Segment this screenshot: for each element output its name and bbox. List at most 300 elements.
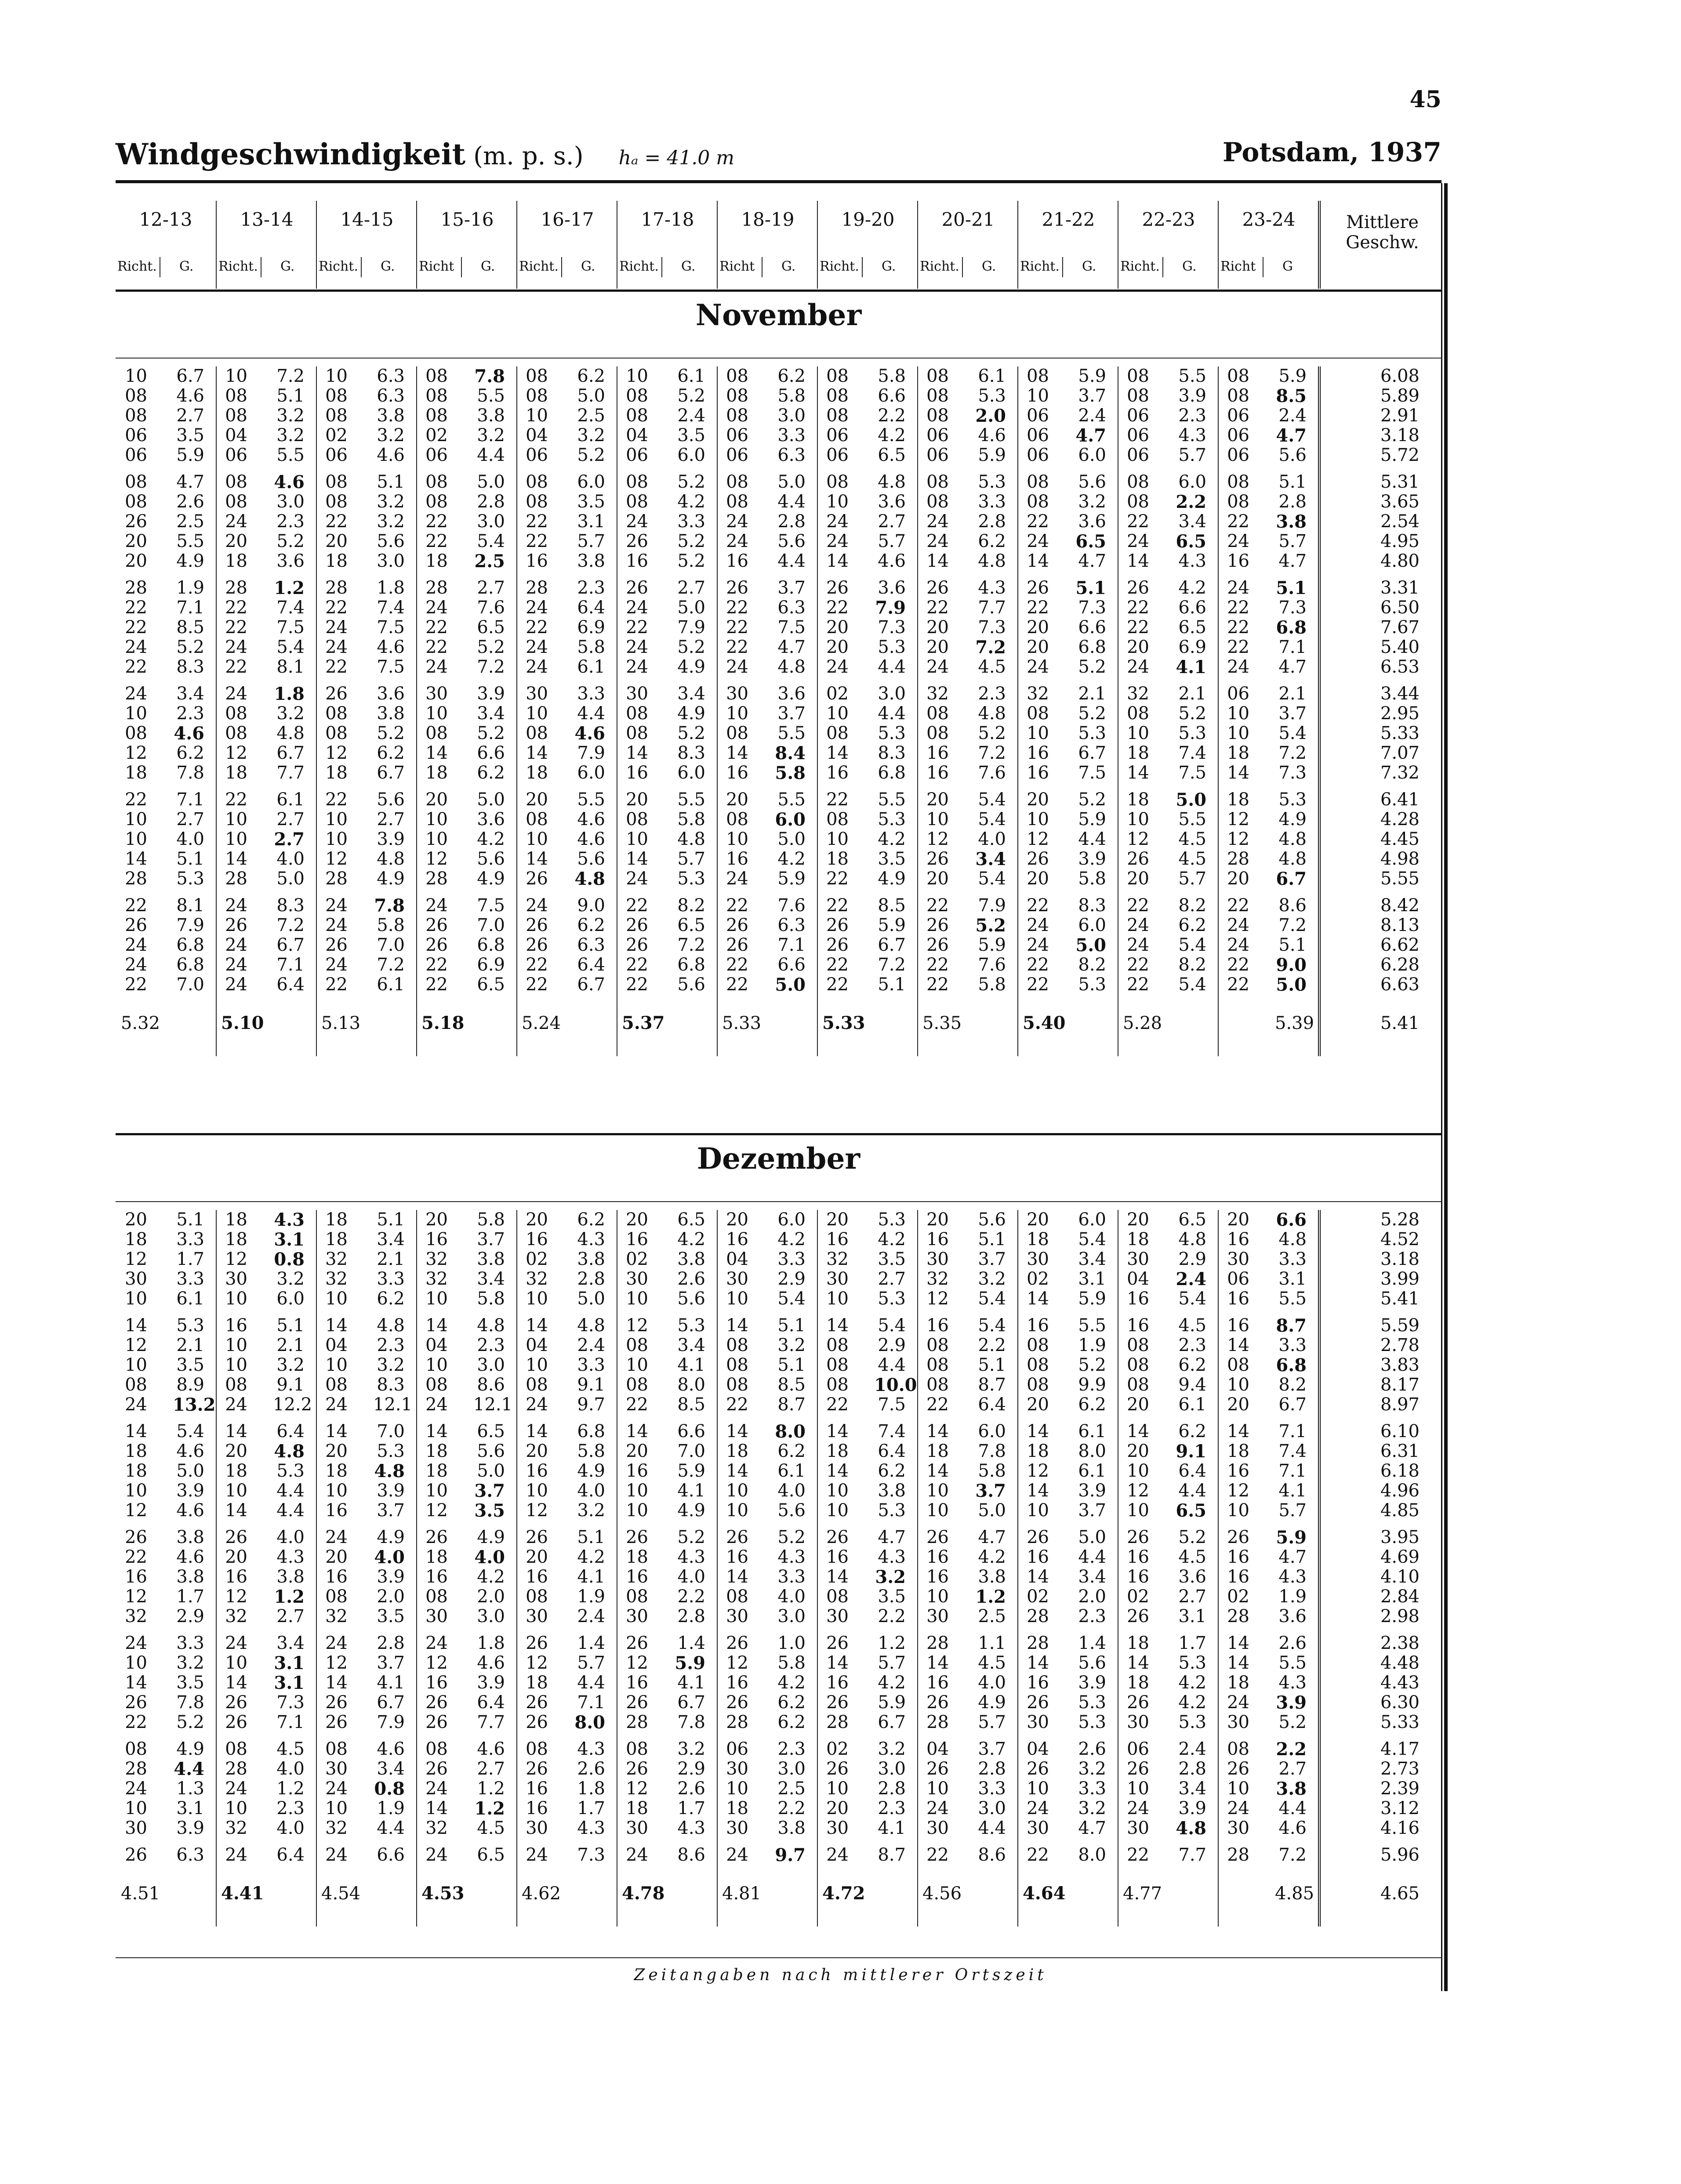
direction-cell: 22 [626,974,648,995]
direction-cell: 20 [726,790,748,810]
speed-cell: 4.4 [777,492,806,512]
direction-cell: 10 [526,1481,548,1501]
speed-cell: 6.8 [577,1421,605,1442]
direction-cell: 06 [826,425,849,445]
direction-cell: 24 [526,1394,548,1415]
direction-cell: 22 [1127,895,1149,916]
direction-cell: 08 [726,472,748,492]
speed-cell: 6.2 [577,1210,605,1230]
daily-mean-cell: 6.62 [1380,935,1420,955]
speed-cell: 4.0 [474,1547,505,1568]
speed-cell: 5.9 [978,935,1006,955]
direction-cell: 24 [125,637,147,657]
speed-cell: 9.1 [1176,1441,1206,1462]
direction-cell: 18 [425,1441,448,1461]
direction-cell: 22 [726,1394,748,1415]
speed-cell: 3.6 [276,551,305,571]
speed-cell: 3.3 [577,1355,605,1375]
speed-cell: 12.1 [473,1394,513,1415]
speed-cell: 2.7 [176,809,204,829]
direction-cell: 24 [225,684,247,704]
direction-cell: 18 [325,1229,348,1250]
speed-cell: 2.8 [777,511,806,532]
direction-cell: 28 [425,578,448,598]
daily-mean-cell: 5.59 [1380,1315,1420,1336]
speed-cell: 4.1 [377,1673,405,1693]
period-header [516,201,617,289]
data-row [116,1501,1441,1521]
direction-cell: 22 [1227,637,1249,657]
direction-cell: 10 [926,1586,949,1607]
speed-cell: 6.1 [1178,1394,1206,1415]
speed-cell: 7.0 [677,1441,705,1461]
speed-cell: 3.2 [276,1269,305,1289]
direction-cell: 14 [1227,1335,1249,1355]
direction-cell: 20 [926,790,949,810]
direction-cell: 26 [1127,1606,1149,1626]
speed-cell: 5.2 [677,386,705,406]
direction-cell: 10 [1127,1461,1149,1481]
direction-cell: 26 [926,1527,949,1547]
speed-cell: 4.8 [374,1461,405,1481]
speed-cell: 2.7 [1178,1586,1206,1607]
direction-cell: 26 [626,1692,648,1713]
direction-cell: 28 [1027,1606,1049,1626]
direction-cell: 04 [526,425,548,445]
speed-cell: 6.2 [577,915,605,935]
direction-cell: 18 [425,763,448,783]
direction-cell: 32 [325,1818,348,1838]
speed-cell: 7.7 [276,763,305,783]
speed-cell: 5.1 [978,1229,1006,1250]
daily-mean-cell: 5.89 [1380,386,1420,406]
direction-cell: 24 [526,637,548,657]
direction-cell: 22 [726,895,748,916]
direction-cell: 30 [726,1269,748,1289]
speed-cell: 4.2 [1178,1692,1206,1713]
speed-cell: 4.0 [276,849,305,869]
speed-cell: 2.2 [878,1606,906,1626]
direction-cell: 16 [1027,763,1049,783]
speed-cell: 3.9 [1178,1798,1206,1818]
speed-cell: 4.3 [677,1818,705,1838]
direction-cell: 06 [1227,1269,1249,1289]
speed-cell: 6.3 [377,366,405,386]
speed-cell: 2.5 [176,511,204,532]
direction-cell: 14 [626,849,648,869]
direction-cell: 30 [526,684,548,704]
speed-cell: 6.5 [1176,531,1206,552]
direction-cell: 24 [325,915,348,935]
speed-cell: 3.5 [474,1500,505,1521]
speed-cell: 3.2 [276,406,305,426]
speed-cell: 5.3 [878,723,906,743]
direction-cell: 20 [225,1441,247,1461]
header-subdivider [561,257,562,277]
speed-cell: 2.8 [377,1633,405,1653]
speed-cell: 5.2 [677,723,705,743]
speed-cell: 5.3 [1078,1692,1106,1713]
direction-cell: 10 [826,703,849,724]
direction-cell: 10 [325,829,348,849]
direction-cell: 26 [325,684,348,704]
speed-cell: 2.7 [276,809,305,829]
data-row [116,869,1441,889]
direction-cell: 26 [726,1692,748,1713]
direction-cell: 22 [1227,617,1249,637]
period-average: 4.51 [121,1883,160,1904]
daily-mean-cell: 3.31 [1380,578,1420,598]
direction-label: Richt. [1020,259,1060,274]
daily-mean-cell: 5.28 [1380,1210,1420,1230]
speed-cell: 6.6 [1078,617,1106,637]
speed-cell: 2.3 [276,1798,305,1818]
speed-cell: 1.2 [878,1633,906,1653]
speed-cell: 4.9 [377,1527,405,1547]
direction-cell: 30 [926,1606,949,1626]
speed-cell: 5.8 [777,1653,806,1673]
speed-cell: 5.6 [577,849,605,869]
direction-cell: 16 [726,763,748,783]
speed-cell: 5.8 [978,974,1006,995]
speed-cell: 3.8 [176,1527,204,1547]
direction-cell: 20 [926,869,949,889]
direction-cell: 16 [926,743,949,763]
speed-cell: 6.5 [1178,1210,1206,1230]
speed-cell: 3.4 [975,849,1006,869]
speed-cell: 5.8 [477,1289,505,1309]
direction-cell: 24 [225,955,247,975]
direction-cell: 10 [626,1481,648,1501]
direction-cell: 06 [125,445,147,465]
direction-cell: 26 [125,511,147,532]
speed-cell: 7.2 [276,915,305,935]
speed-cell: 7.8 [978,1441,1006,1461]
direction-cell: 30 [626,1606,648,1626]
direction-cell: 18 [325,1461,348,1481]
direction-cell: 08 [526,1739,548,1759]
direction-cell: 16 [726,1547,748,1567]
data-row [116,1818,1441,1838]
direction-cell: 08 [225,703,247,724]
speed-cell: 6.1 [577,657,605,677]
speed-cell: 3.9 [1178,386,1206,406]
speed-cell: 4.2 [1178,1673,1206,1693]
direction-cell: 24 [325,1845,348,1865]
speed-cell: 5.6 [1078,472,1106,492]
speed-cell: 5.9 [1078,1289,1106,1309]
direction-cell: 22 [1127,598,1149,618]
direction-cell: 12 [1127,1481,1149,1501]
direction-cell: 14 [1027,1567,1049,1587]
direction-cell: 32 [1027,684,1049,704]
data-row [116,790,1441,810]
speed-cell: 6.7 [377,763,405,783]
direction-cell: 08 [626,1739,648,1759]
data-row [116,810,1441,829]
speed-cell: 6.5 [477,617,505,637]
speed-cell: 2.3 [978,684,1006,704]
direction-cell: 08 [526,1375,548,1395]
direction-cell: 26 [1127,1527,1149,1547]
speed-cell: 7.2 [878,955,906,975]
direction-cell: 14 [1027,1421,1049,1442]
speed-cell: 5.0 [577,1289,605,1309]
speed-cell: 4.6 [274,472,305,493]
direction-cell: 26 [1127,1692,1149,1713]
daily-mean-cell: 3.65 [1380,492,1420,512]
speed-cell: 2.5 [577,406,605,426]
direction-cell: 10 [125,829,147,849]
direction-cell: 22 [125,598,147,618]
speed-cell: 2.3 [1078,1606,1106,1626]
direction-cell: 08 [726,809,748,829]
speed-cell: 3.7 [978,1739,1006,1759]
direction-cell: 26 [125,915,147,935]
direction-cell: 10 [225,829,247,849]
speed-cell: 7.0 [377,1421,405,1442]
data-row [116,657,1441,677]
direction-cell: 22 [425,617,448,637]
direction-cell: 32 [425,1269,448,1289]
period-average: 5.37 [622,1013,665,1033]
speed-cell: 5.7 [577,531,605,551]
speed-cell: 3.0 [777,1759,806,1779]
speed-cell: 2.4 [1078,406,1106,426]
speed-cell: 2.9 [677,1759,705,1779]
direction-cell: 10 [325,1798,348,1818]
direction-cell: 26 [526,1712,548,1732]
daily-mean-cell: 2.54 [1380,511,1420,532]
daily-mean-cell: 2.73 [1380,1759,1420,1779]
speed-cell: 4.2 [878,1673,906,1693]
direction-label: Richt [419,259,454,274]
direction-cell: 08 [1027,472,1049,492]
direction-cell: 08 [125,1739,147,1759]
speed-cell: 4.7 [1078,551,1106,571]
page-title [116,137,734,171]
speed-cell: 7.4 [878,1421,906,1442]
direction-cell: 14 [125,1673,147,1693]
monthly-mean-total: 4.65 [1380,1883,1420,1904]
direction-cell: 14 [1227,1653,1249,1673]
speed-cell: 3.8 [677,1249,705,1269]
direction-cell: 20 [526,1210,548,1230]
data-row [116,955,1441,975]
direction-cell: 10 [225,1335,247,1355]
speed-cell: 3.8 [477,1249,505,1269]
direction-cell: 14 [1127,763,1149,783]
direction-cell: 12 [225,743,247,763]
period-average: 4.53 [421,1883,465,1904]
direction-cell: 10 [225,1481,247,1501]
height-label: hₐ = 41.0 m [618,147,734,169]
speed-cell: 6.3 [176,1845,204,1865]
daily-mean-cell: 6.08 [1380,366,1420,386]
speed-cell: 5.7 [677,849,705,869]
direction-cell: 16 [1227,1567,1249,1587]
direction-cell: 06 [1127,445,1149,465]
direction-cell: 22 [526,974,548,995]
direction-cell: 08 [926,1335,949,1355]
speed-cell: 8.7 [1276,1315,1307,1336]
direction-cell: 16 [626,763,648,783]
direction-cell: 08 [325,406,348,426]
speed-cell: 5.6 [777,1500,806,1521]
direction-cell: 30 [826,1269,849,1289]
direction-cell: 20 [125,531,147,551]
direction-cell: 26 [826,1527,849,1547]
direction-cell: 28 [726,1712,748,1732]
direction-cell: 26 [526,1633,548,1653]
direction-cell: 20 [526,1547,548,1567]
speed-cell: 4.4 [477,445,505,465]
direction-cell: 22 [1127,617,1149,637]
header-subdivider [361,257,362,277]
speed-cell: 4.1 [1176,657,1206,677]
direction-cell: 12 [626,1778,648,1799]
speed-cell: 6.8 [677,955,705,975]
data-row [116,1355,1441,1375]
speed-cell: 3.9 [377,829,405,849]
direction-cell: 22 [225,598,247,618]
direction-cell: 16 [826,1547,849,1567]
speed-cell: 4.2 [978,1547,1006,1567]
speed-cell: 1.4 [1078,1633,1106,1653]
speed-cell: 5.5 [777,723,806,743]
direction-cell: 10 [1027,1500,1049,1521]
direction-cell: 14 [626,743,648,763]
speed-cell: 2.3 [477,1335,505,1355]
speed-cell: 1.7 [677,1798,705,1818]
direction-cell: 10 [1127,1500,1149,1521]
speed-cell: 4.7 [176,472,204,492]
speed-cell: 5.6 [777,531,806,551]
speed-cell: 7.3 [1078,598,1106,618]
direction-label: Richt. [1120,259,1160,274]
direction-cell: 24 [1127,657,1149,677]
period-average: 4.54 [321,1883,361,1904]
period-average: 4.56 [922,1883,962,1904]
speed-cell: 3.3 [978,492,1006,512]
speed-cell: 2.1 [276,1335,305,1355]
daily-mean-cell: 6.10 [1380,1421,1420,1442]
direction-cell: 24 [225,974,247,995]
direction-cell: 10 [425,829,448,849]
direction-cell: 10 [125,366,147,386]
direction-cell: 16 [926,1315,949,1336]
speed-cell: 2.4 [577,1606,605,1626]
speed-cell: 2.8 [477,492,505,512]
speed-cell: 5.2 [1078,703,1106,724]
speed-cell: 5.1 [1278,935,1307,955]
direction-cell: 06 [526,445,548,465]
direction-cell: 10 [826,1778,849,1799]
speed-cell: 2.9 [1178,1249,1206,1269]
speed-cell: 4.3 [1178,551,1206,571]
speed-cell: 7.1 [276,955,305,975]
direction-cell: 22 [926,1845,949,1865]
direction-cell: 08 [1127,492,1149,512]
header-subdivider [862,257,863,277]
direction-cell: 26 [826,1633,849,1653]
speed-cell: 2.3 [176,703,204,724]
direction-cell: 08 [826,386,849,406]
direction-cell: 16 [726,551,748,571]
direction-cell: 08 [125,723,147,743]
speed-cell: 4.8 [1278,1229,1307,1250]
speed-cell: 5.1 [1075,578,1106,598]
direction-cell: 24 [225,637,247,657]
speed-cell: 5.0 [978,1500,1006,1521]
direction-cell: 22 [1227,974,1249,995]
direction-cell: 14 [726,1461,748,1481]
direction-cell: 32 [425,1818,448,1838]
period-average: 5.24 [522,1013,561,1033]
direction-cell: 04 [526,1335,548,1355]
speed-cell: 5.3 [1278,790,1307,810]
direction-cell: 24 [125,1394,147,1415]
direction-cell: 22 [325,598,348,618]
title-row [116,137,1441,177]
direction-cell: 26 [926,849,949,869]
direction-cell: 02 [526,1249,548,1269]
unit-label: (m. p. s.) [473,142,584,170]
daily-mean-cell: 4.80 [1380,551,1420,571]
period-label: 13-14 [240,209,294,230]
direction-cell: 08 [1227,1739,1249,1759]
speed-cell: 5.7 [878,1653,906,1673]
speed-cell: 5.0 [777,829,806,849]
speed-cell: 6.3 [577,935,605,955]
direction-cell: 08 [1127,366,1149,386]
direction-cell: 08 [325,1586,348,1607]
direction-cell: 18 [125,1229,147,1250]
direction-cell: 22 [926,598,949,618]
speed-cell: 5.2 [677,531,705,551]
direction-cell: 20 [325,1547,348,1567]
speed-cell: 2.8 [1278,492,1307,512]
direction-cell: 14 [526,743,548,763]
speed-cell: 5.4 [176,1421,204,1442]
speed-cell: 5.2 [677,1527,705,1547]
direction-cell: 08 [726,492,748,512]
speed-cell: 3.3 [377,1269,405,1289]
direction-cell: 08 [325,1739,348,1759]
speed-cell: 3.7 [1078,1500,1106,1521]
direction-cell: 18 [325,1210,348,1230]
direction-cell: 16 [526,1461,548,1481]
speed-cell: 2.3 [577,578,605,598]
direction-cell: 22 [125,895,147,916]
direction-cell: 08 [726,1375,748,1395]
speed-cell: 5.2 [975,915,1006,936]
period-average: 5.33 [722,1013,762,1033]
direction-cell: 20 [225,531,247,551]
speed-cell: 5.2 [677,551,705,571]
direction-cell: 10 [926,1500,949,1521]
data-row [116,406,1441,426]
speed-cell: 5.6 [1078,1653,1106,1673]
footer-note: Zeitangaben nach mittlerer Ortszeit [634,1966,1047,1984]
speed-cell: 6.5 [677,1210,705,1230]
data-row [116,1316,1441,1336]
speed-cell: 7.1 [176,790,204,810]
speed-cell: 2.7 [477,578,505,598]
direction-cell: 18 [225,1210,247,1230]
speed-cell: 3.4 [377,1229,405,1250]
direction-cell: 22 [1027,1845,1049,1865]
